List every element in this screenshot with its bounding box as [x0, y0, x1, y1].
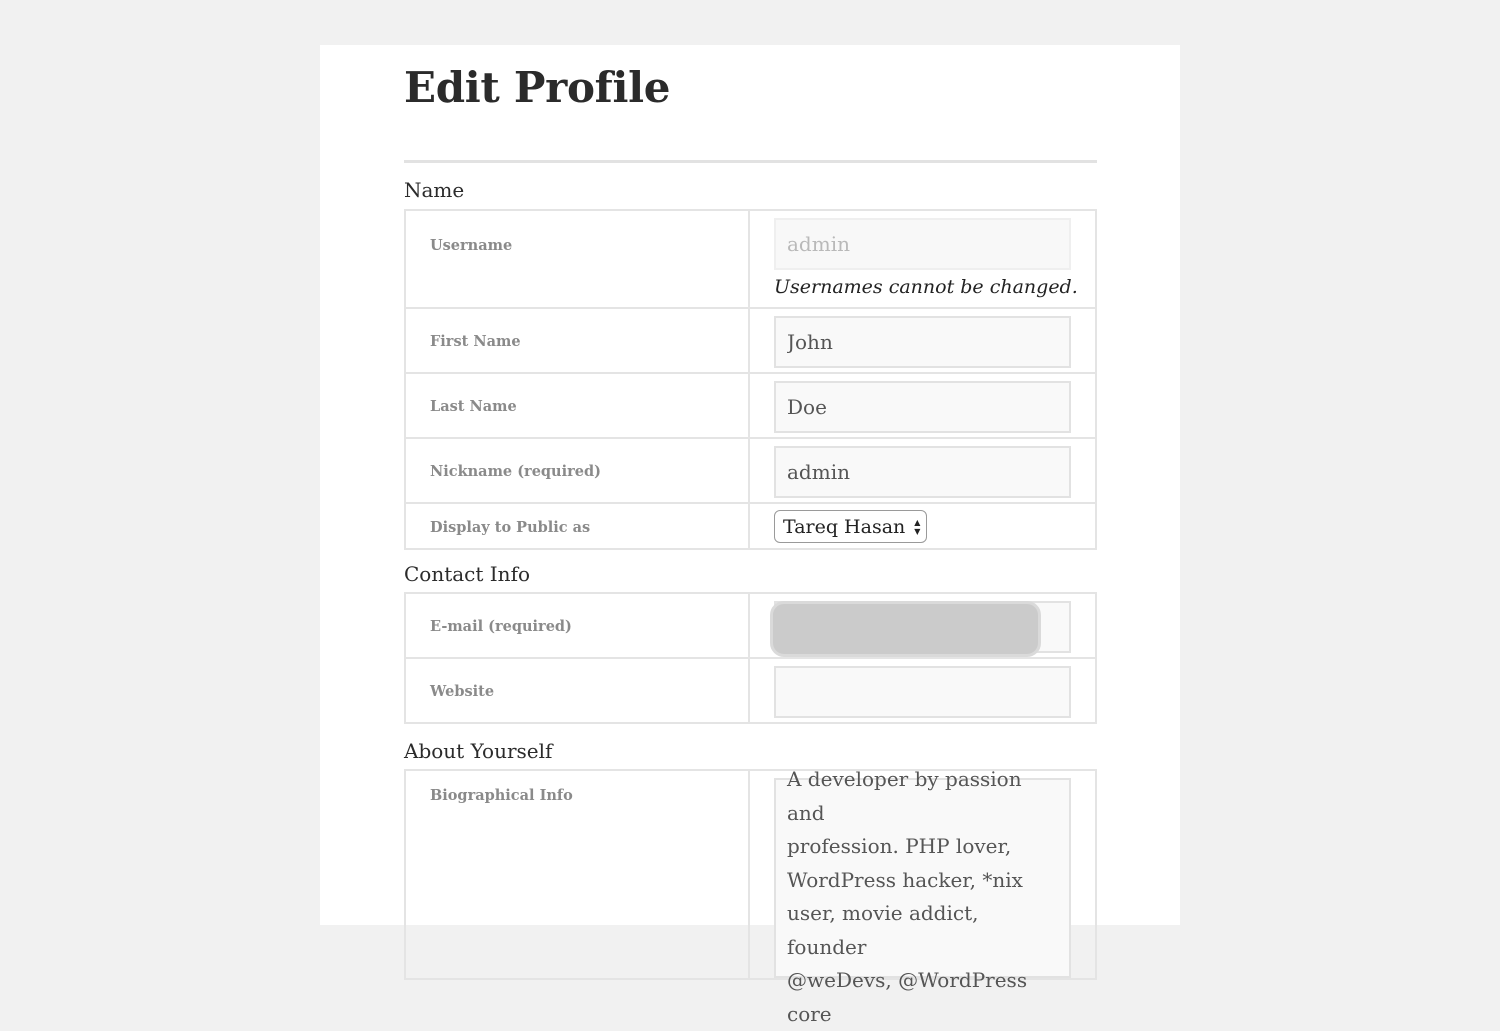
display-name-label: Display to Public as [405, 503, 749, 549]
bio-textarea[interactable] [774, 767, 1071, 1026]
bio-line: @weDevs, @WordPress core [787, 968, 1028, 1026]
bio-line: user, movie addict, founder [787, 901, 979, 959]
table-row [405, 438, 1096, 503]
first-name-cell [749, 308, 1096, 373]
about-table [404, 767, 1097, 1026]
bio-cell [749, 767, 1096, 1026]
contact-table [404, 592, 1097, 724]
table-row [405, 593, 1096, 658]
bio-label: Biographical Info [405, 770, 749, 979]
website-cell [749, 658, 1096, 723]
website-label: Website [405, 658, 749, 723]
table-row [405, 770, 1096, 979]
section-heading-contact: Contact Info [404, 562, 531, 586]
nickname-input[interactable] [774, 446, 1071, 498]
nickname-label: Nickname (required) [405, 438, 749, 503]
username-cell [749, 210, 1096, 308]
last-name-label: Last Name [405, 373, 749, 438]
up-down-chevron-icon: ▲ ▼ [914, 517, 921, 536]
display-name-select[interactable] [774, 510, 927, 543]
username-input[interactable] [774, 218, 1071, 270]
last-name-cell [749, 373, 1096, 438]
table-row [405, 210, 1096, 308]
bio-line: A developer by passion and [787, 767, 1022, 825]
last-name-input[interactable] [774, 381, 1071, 433]
section-heading-about: About Yourself [404, 739, 553, 763]
bio-line: profession. PHP lover, [787, 834, 1012, 858]
nickname-cell [749, 438, 1096, 503]
name-table [404, 209, 1097, 550]
title-divider [404, 160, 1097, 163]
first-name-label: First Name [405, 308, 749, 373]
profile-card [320, 45, 1180, 1026]
bio-line: WordPress hacker, *nix [787, 867, 1023, 892]
username-label: Username [405, 210, 749, 308]
display-name-cell [749, 503, 1096, 549]
display-name-value: Tareq Hasan [783, 515, 906, 538]
section-heading-name: Name [404, 178, 465, 202]
username-hint: Usernames cannot be changed. [774, 276, 1078, 298]
email-cell [749, 593, 1096, 658]
page-title: Edit Profile [404, 63, 671, 112]
redaction-overlay [770, 601, 1041, 657]
table-row [405, 503, 1096, 549]
email-label: E-mail (required) [405, 593, 749, 658]
website-input[interactable] [774, 666, 1071, 718]
bio-text [787, 763, 1058, 1031]
table-row [405, 658, 1096, 723]
first-name-input[interactable] [774, 316, 1071, 368]
table-row [405, 373, 1096, 438]
table-row [405, 308, 1096, 373]
